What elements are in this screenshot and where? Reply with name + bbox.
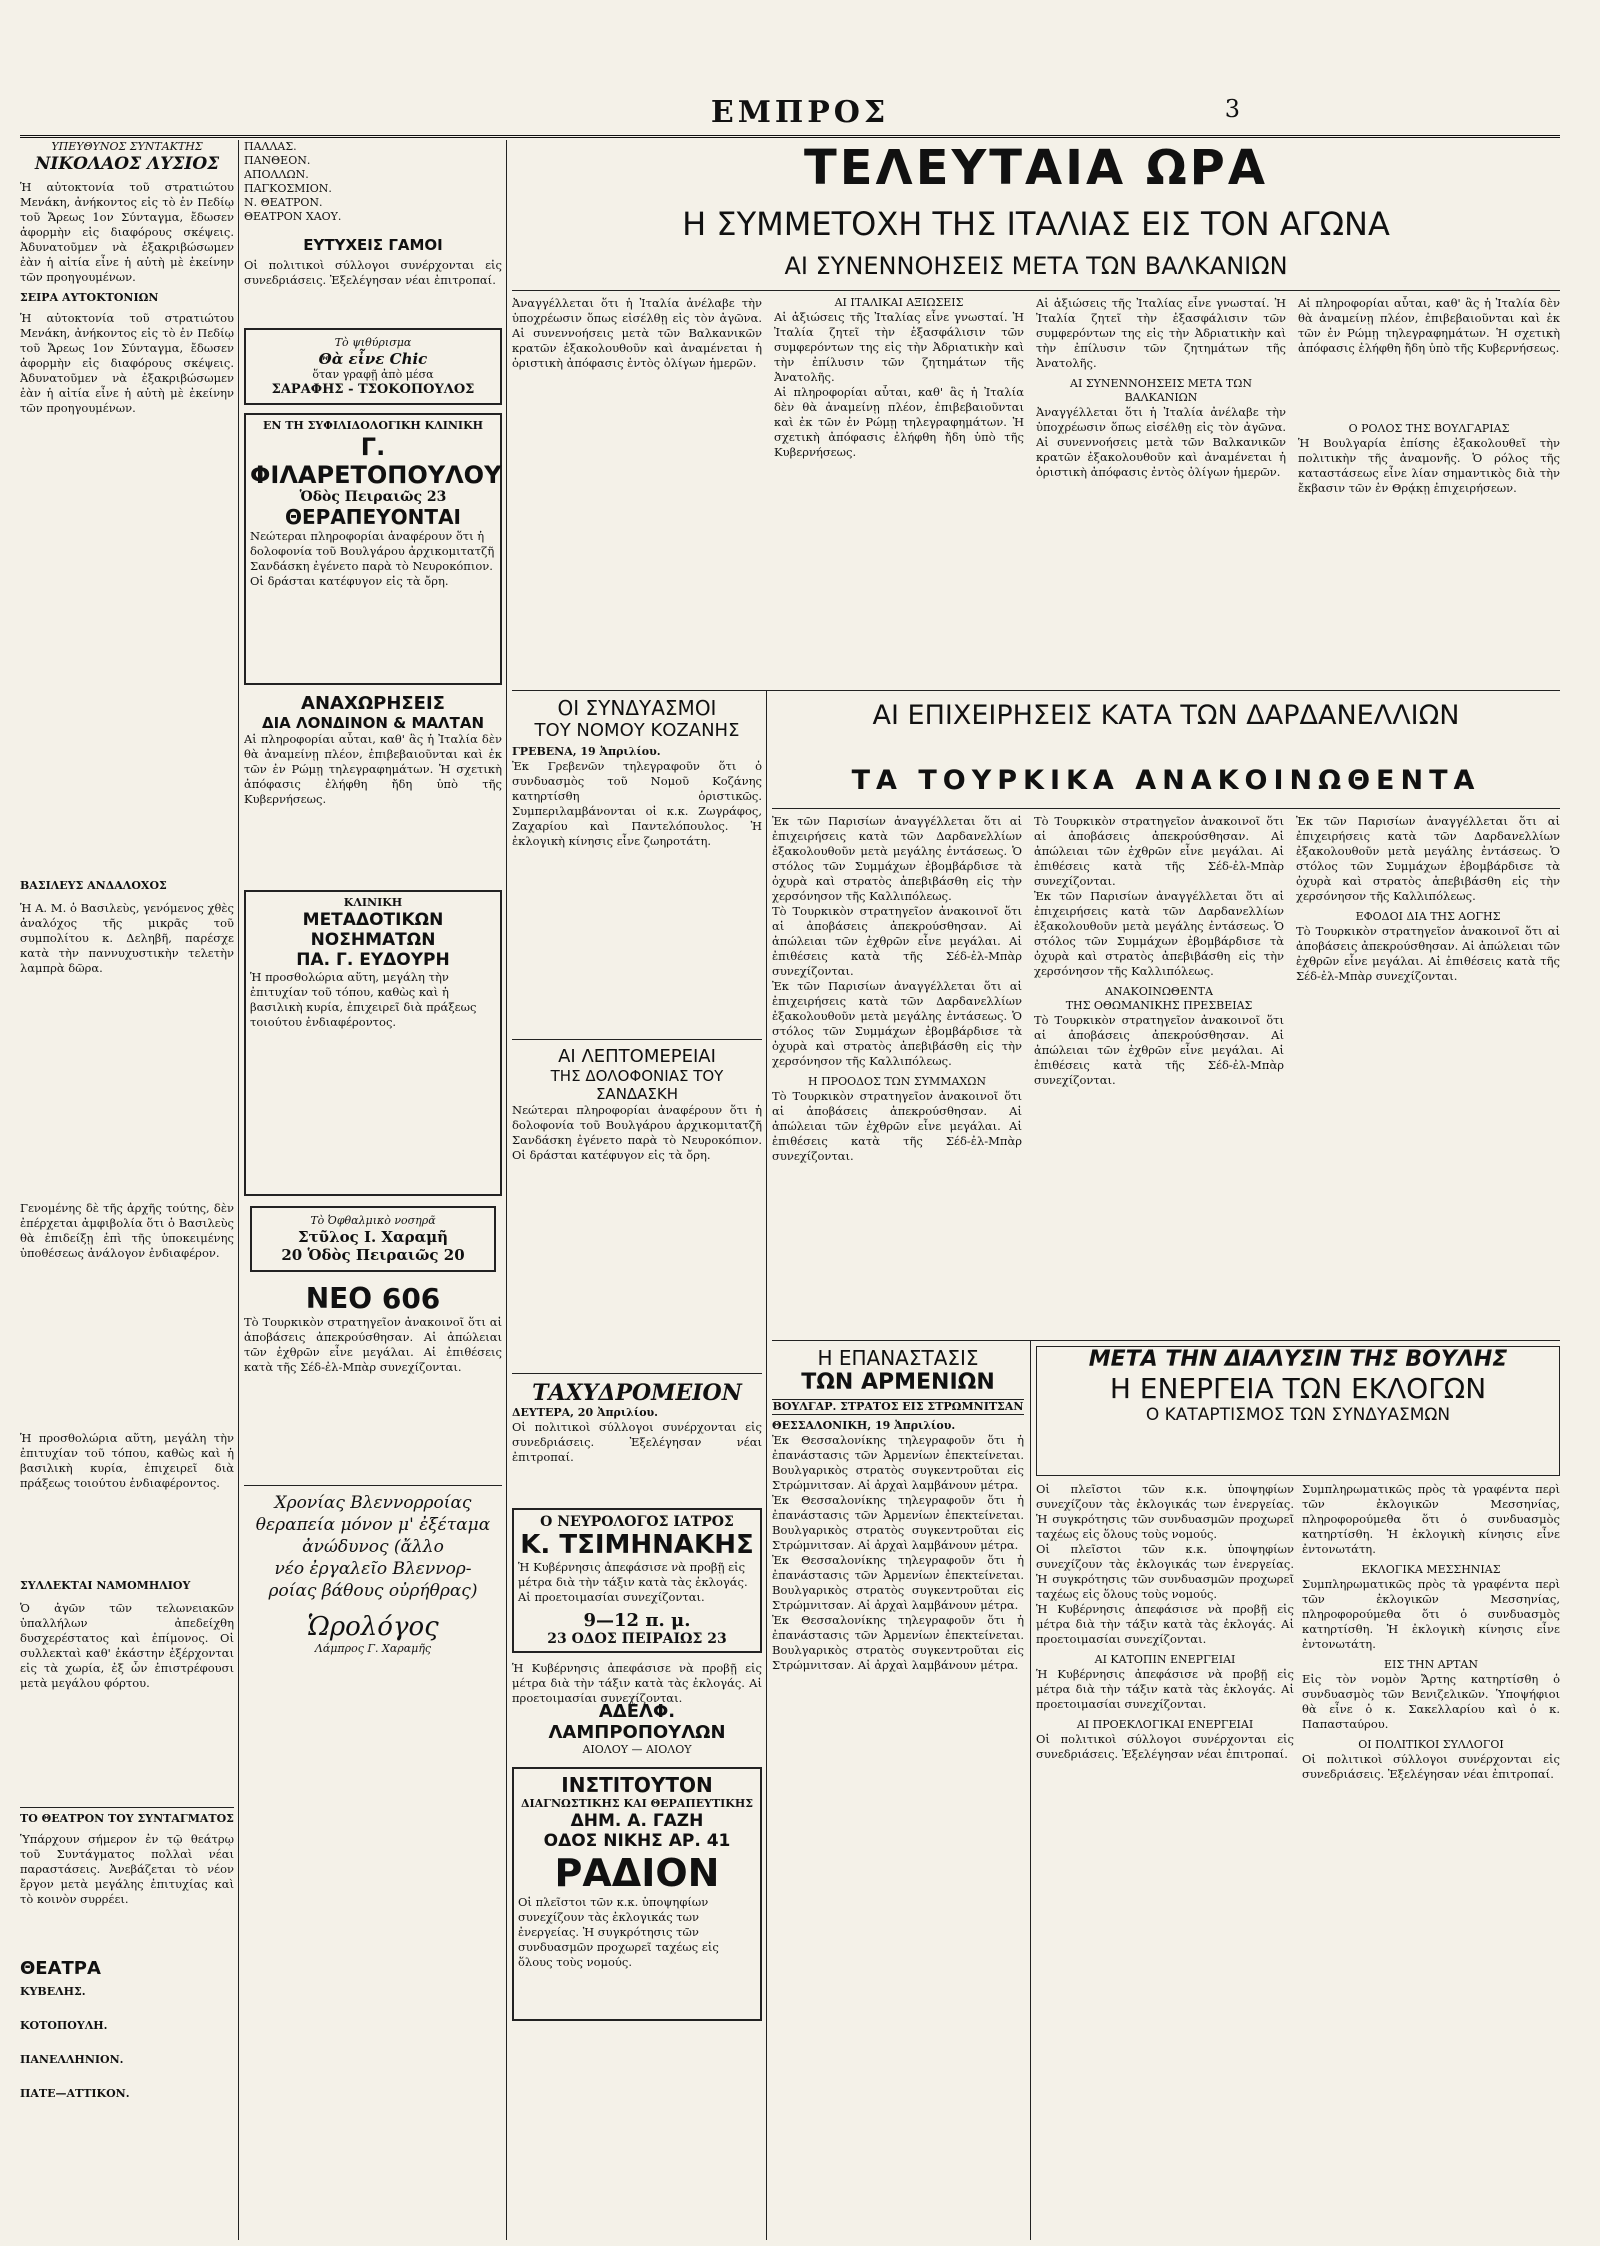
dardanelles-subheadline: ΤΑ ΤΟΥΡΚΙΚΑ ΑΝΑΚΟΙΝΩΘΕΝΤΑ xyxy=(851,765,1481,796)
weddings-heading: ΕΥΤΥΧΕΙΣ ΓΑΜΟΙ xyxy=(303,236,443,254)
kozani-heading: ΟΙ ΣΥΝΔΥΑΣΜΟΙ xyxy=(557,696,717,720)
article-paragraph: Τὸ Τουρκικὸν στρατηγεῖον ἀνακοινοῖ ὅτι αἱ ἀποβάσεις ἀπεκρούσθησαν. Αἱ ἀπώλειαι τῶν ἐχθρῶν εἶνε μεγάλαι. Αἱ ἐπιθέσεις κατὰ τῆς Σέδ-ἐλ-Μπὰρ συνεχίζονται. xyxy=(1034,1013,1284,1087)
article-paragraph: Τὸ Τουρκικὸν στρατηγεῖον ἀνακοινοῖ ὅτι αἱ ἀποβάσεις ἀπεκρούσθησαν. Αἱ ἀπώλειαι τῶν ἐχθρῶν εἶνε μεγάλαι. Αἱ ἐπιθέσεις κατὰ τῆς Σέδ-ἐλ-Μπὰρ συνεχίζονται. xyxy=(1296,924,1560,983)
chic-ad: Τὸ ψιθύρισμα Θὰ εἶνε Chic ὅταν γραφῇ ἀπὸ μέσα ΣΑΡΑΦΗΣ - ΤΣΟΚΟΠΟΥΛΟΣ xyxy=(244,328,502,405)
divider xyxy=(772,808,1560,809)
section-heading: ΕΦΟΔΟΙ ΔΙΑ ΤΗΣ ΑΟΓΗΣ xyxy=(1355,910,1501,923)
article-paragraph: Τὸ Τουρκικὸν στρατηγεῖον ἀνακοινοῖ ὅτι αἱ ἀποβάσεις ἀπεκρούσθησαν. Αἱ ἀπώλειαι τῶν ἐχθρῶν εἶνε μεγάλαι. Αἱ ἐπιθέσεις κατὰ τῆς Σέδ-ἐλ-Μπὰρ συνεχίζονται. xyxy=(772,904,1022,978)
cinema-item: ΠΑΓΚΟΣΜΙΟΝ. xyxy=(244,182,332,195)
article-paragraph: Ἐκ τῶν Παρισίων ἀναγγέλλεται ὅτι αἱ ἐπιχειρήσεις κατὰ τῶν Δαρδανελλίων ἐξακολουθοῦν μετὰ μεγάλης ἐντάσεως. Ὁ στόλος τῶν Συμμάχων ἐβομβάρδισε τὰ ὀχυρὰ καὶ στρατὸς ἀπεβιβάσθη εἰς τὴν χερσόνησον τῆς Καλλιπόλεως. xyxy=(1034,889,1284,978)
article-paragraph: Ἡ αὐτοκτονία τοῦ στρατιώτου Μενάκη, ἀνήκοντος εἰς τὸ ἐν Πεδίῳ τοῦ Ἄρεως 1ον Σύνταγμα, ἔδωσεν ἀφορμὴν εἰς διαφόρους σκέψεις. Ἀδυνατοῦμεν νὰ ἐξακριβώσωμεν ἐὰν ἡ αἰτία εἶνε ἡ αὐτὴ μὲ ἐκείνην τῶν προηγουμένων. xyxy=(20,311,234,415)
armenians-sub: ΒΟΥΛΓΑΡ. ΣΤΡΑΤΟΣ ΕΙΣ ΣΤΡΩΜΝΙΤΣΑΝ xyxy=(772,1400,1024,1413)
editor-name: ΝΙΚΟΛΑΟΣ ΛΥΣΙΟΣ xyxy=(34,154,220,174)
section-heading: ΟΙ ΠΟΛΙΤΙΚΟΙ ΣΥΛΛΟΓΟΙ xyxy=(1358,1738,1504,1751)
article-paragraph: Ἡ Κυβέρνησις ἀπεφάσισε νὰ προβῇ εἰς μέτρα διὰ τὴν τάξιν κατὰ τὰς ἐκλογάς. Αἱ προετοιμασίαι συνεχίζονται. xyxy=(1036,1667,1294,1711)
dateline: ΘΕΣΣΑΛΟΝΙΚΗ, 19 Ἀπριλίου. xyxy=(772,1419,956,1432)
dateline: ΓΡΕΒΕΝΑ, 19 Ἀπριλίου. xyxy=(512,745,661,758)
article-paragraph: Ἐκ τῶν Παρισίων ἀναγγέλλεται ὅτι αἱ ἐπιχειρήσεις κατὰ τῶν Δαρδανελλίων ἐξακολουθοῦν μετὰ μεγάλης ἐντάσεως. Ὁ στόλος τῶν Συμμάχων ἐβομβάρδισε τὰ ὀχυρὰ καὶ στρατὸς ἀπεβιβάσθη εἰς τὴν χερσόνησον τῆς Καλλιπόλεως. xyxy=(772,814,1022,903)
clinic2-ad: ΚΛΙΝΙΚΗ ΜΕΤΑΔΟΤΙΚΩΝ ΝΟΣΗΜΑΤΩΝ ΠΑ. Γ. ΕΥΔΟΥΡΗ Ἡ προσθολώρια αὕτη, μεγάλη τὴν ἐπιτυχίαν τοῦ τόπου, καθὼς καὶ ἡ βασιλικὴ κυρία, ἐπιχειρεῖ διὰ πράξεως τοιούτου ἐνδιαφέροντος. xyxy=(244,890,502,1196)
article-paragraph: Νεώτεραι πληροφορίαι ἀναφέρουν ὅτι ἡ δολοφονία τοῦ Βουλγάρου ἀρχικομιτατζῆ Σανδάσκη ἐγένετο παρὰ τὸ Νευροκόπιον. Οἱ δράσται κατέφυγον εἰς τὰ ὄρη. xyxy=(512,1103,762,1162)
departures-sub: ΔΙΑ ΛΟΝΔΙΝΟΝ & ΜΑΛΤΑΝ xyxy=(261,714,485,732)
article-paragraph: Ἐκ τῶν Παρισίων ἀναγγέλλεται ὅτι αἱ ἐπιχειρήσεις κατὰ τῶν Δαρδανελλίων ἐξακολουθοῦν μετὰ μεγάλης ἐντάσεως. Ὁ στόλος τῶν Συμμάχων ἐβομβάρδισε τὰ ὀχυρὰ καὶ στρατὸς ἀπεβιβάσθη εἰς τὴν χερσόνησον τῆς Καλλιπόλεως. xyxy=(772,979,1022,1068)
masthead-rule xyxy=(20,135,1560,138)
article-paragraph: Οἱ πολιτικοὶ σύλλογοι συνέρχονται εἰς συνεδριάσεις. Ἐξελέγησαν νέαι ἐπιτροπαί. xyxy=(1302,1752,1560,1781)
section-heading: ΑΙ ΠΡΟΕΚΛΟΓΙΚΑΙ ΕΝΕΡΓΕΙΑΙ xyxy=(1076,1718,1254,1731)
article-paragraph: Ἐκ Γρεβενῶν τηλεγραφοῦν ὅτι ὁ συνδυασμὸς τοῦ Νομοῦ Κοζάνης κατηρτίσθη ὁριστικῶς. Συμπεριλαμβάνονται οἱ κ.κ. Ζωγράφος, Ζαχαρίου καὶ Παντελόπουλος. Ἡ ἐκλογικὴ κίνησις εἶνε ζωηροτάτη. xyxy=(512,759,762,848)
article-paragraph: Ἐκ Θεσσαλονίκης τηλεγραφοῦν ὅτι ἡ ἐπανάστασις τῶν Ἀρμενίων ἐπεκτείνεται. Βουλγαρικὸς στρατὸς συγκεντροῦται εἰς Στρώμνιτσαν. Αἱ ἀρχαὶ λαμβάνουν μέτρα. xyxy=(772,1493,1024,1552)
theatres-heading: ΘΕΑΤΡΑ xyxy=(20,1958,101,1979)
article-paragraph: Ἐκ τῶν Παρισίων ἀναγγέλλεται ὅτι αἱ ἐπιχειρήσεις κατὰ τῶν Δαρδανελλίων ἐξακολουθοῦν μετὰ μεγάλης ἐντάσεως. Ὁ στόλος τῶν Συμμάχων ἐβομβάρδισε τὰ ὀχυρὰ καὶ στρατὸς ἀπεβιβάσθη εἰς τὴν χερσόνησον τῆς Καλλιπόλεως. xyxy=(1296,814,1560,903)
cinema-item: ΠΑΝΘΕΟΝ. xyxy=(244,154,311,167)
cinema-item: ΠΑΛΛΑΣ. xyxy=(244,140,297,153)
lamb-ad: Ἡ Κυβέρνησις ἀπεφάσισε νὰ προβῇ εἰς μέτρα διὰ τὴν τάξιν κατὰ τὰς ἐκλογάς. Αἱ προετοιμασίαι συνεχίζονται. ΑΔΕΛΦ. ΛΑΜΠΡΟΠΟΥΛΩΝ ΑΙΟΛΟΥ — ΑΙΟΛΟΥ xyxy=(512,1661,762,1756)
theatre-item: ΚΥΒΕΛΗΣ. xyxy=(20,1985,86,1998)
article-paragraph: Αἱ πληροφορίαι αὗται, καθ' ἃς ἡ Ἰταλία δὲν θὰ ἀναμείνῃ πλέον, ἐπιβεβαιοῦνται καὶ ἐκ τῶν ἐν Ρώμῃ τηλεγραφημάτων. Ἡ σχετικὴ ἀπόφασις ἐλήφθη ἤδη ὑπὸ τῆς Κυβερνήσεως. xyxy=(244,732,502,806)
section-heading: ΣΥΛΛΕΚΤΑΙ ΝΑΜΟΜΗΛΙΟΥ xyxy=(20,1579,191,1592)
kozani-heading: ΤΟΥ ΝΟΜΟΥ ΚΟΖΑΝΗΣ xyxy=(534,720,740,741)
article-paragraph: Ἡ Βουλγαρία ἐπίσης ἐξακολουθεῖ τὴν πολιτικὴν τῆς ἀναμονῆς. Ὁ ρόλος τῆς καταστάσεως εἶνε λίαν σημαντικὸς διὰ τὴν ἔκβασιν τῶν ἐν Θρᾴκῃ ἐπιχειρήσεων. xyxy=(1298,436,1560,495)
article-paragraph: Αἱ ἀξιώσεις τῆς Ἰταλίας εἶνε γνωσταί. Ἡ Ἰταλία ζητεῖ τὴν ἐξασφάλισιν τῶν συμφερόντων της εἰς τὴν Ἀδριατικὴν καὶ τὴν ἐπίλυσιν τῶν ζητημάτων τῆς Ἀνατολῆς. xyxy=(774,310,1024,384)
section-heading: ΒΑΣΙΛΕΥΣ ΑΝΔΑΛΟΧΟΣ xyxy=(20,879,167,892)
article-paragraph: Οἱ πολιτικοὶ σύλλογοι συνέρχονται εἰς συνεδριάσεις. Ἐξελέγησαν νέαι ἐπιτροπαί. xyxy=(1036,1732,1294,1761)
armenians-column xyxy=(772,1346,1024,2236)
article-paragraph: Ἀναγγέλλεται ὅτι ἡ Ἰταλία ἀνέλαβε τὴν ὑποχρέωσιν ὅπως εἰσέλθῃ εἰς τὸν ἀγῶνα. Αἱ συνεννοήσεις μετὰ τῶν Βαλκανικῶν κρατῶν ἐξακολουθοῦν καὶ ἀναμένεται ἡ ὁριστικὴ ἀπόφασις ἐντὸς ὀλίγων ἡμερῶν. xyxy=(1036,405,1286,479)
theatre-item: ΠΑΝΕΛΛΗΝΙΟΝ. xyxy=(20,2053,124,2066)
article-paragraph: Ἐκ Θεσσαλονίκης τηλεγραφοῦν ὅτι ἡ ἐπανάστασις τῶν Ἀρμενίων ἐπεκτείνεται. Βουλγαρικὸς στρατὸς συγκεντροῦται εἰς Στρώμνιτσαν. Αἱ ἀρχαὶ λαμβάνουν μέτρα. xyxy=(772,1433,1024,1492)
watchmaker-ad: Ὡρολόγος xyxy=(307,1612,439,1642)
cinema-item: ΑΠΟΛΛΩΝ. xyxy=(244,168,309,181)
article-paragraph: Ἀναγγέλλεται ὅτι ἡ Ἰταλία ἀνέλαβε τὴν ὑποχρέωσιν ὅπως εἰσέλθῃ εἰς τὸν ἀγῶνα. Αἱ συνεννοήσεις μετὰ τῶν Βαλκανικῶν κρατῶν ἐξακολουθοῦν καὶ ἀναμένεται ἡ ὁριστικὴ ἀπόφασις ἐντὸς ὀλίγων ἡμερῶν. xyxy=(512,296,762,370)
armenians-heading: ΤΩΝ ΑΡΜΕΝΙΩΝ xyxy=(801,1370,995,1395)
divider xyxy=(512,290,1560,291)
article-paragraph: Ἐκ Θεσσαλονίκης τηλεγραφοῦν ὅτι ἡ ἐπανάστασις τῶν Ἀρμενίων ἐπεκτείνεται. Βουλγαρικὸς στρατὸς συγκεντροῦται εἰς Στρώμνιτσαν. Αἱ ἀρχαὶ λαμβάνουν μέτρα. xyxy=(772,1613,1024,1672)
dardanelles-headline: ΑΙ ΕΠΙΧΕΙΡΗΣΕΙΣ ΚΑΤΑ ΤΩΝ ΔΑΡΔΑΝΕΛΛΙΩΝ xyxy=(872,700,1460,731)
cinema-item: Ν. ΘΕΑΤΡΟΝ. xyxy=(244,196,323,209)
section-heading: ΑΙ ΚΑΤΟΠΙΝ ΕΝΕΡΓΕΙΑΙ xyxy=(1094,1653,1236,1666)
section-heading: Ο ΡΟΛΟΣ ΤΗΣ ΒΟΥΛΓΑΡΙΑΣ xyxy=(1348,422,1510,435)
article-paragraph: Συμπληρωματικῶς πρὸς τὰ γραφέντα περὶ τῶν ἐκλογικῶν Μεσσηνίας, πληροφορούμεθα ὅτι ὁ συνδυασμὸς κατηρτίσθη. Ἡ ἐκλογικὴ κίνησις εἶνε ἐντονωτάτη. xyxy=(1302,1482,1560,1556)
column-divider xyxy=(1030,1340,1031,2240)
armenians-heading: Η ΕΠΑΝΑΣΤΑΣΙΣ xyxy=(817,1346,979,1370)
article-paragraph: Ὁ ἀγῶν τῶν τελωνειακῶν ὑπαλλήλων ἀπεδείχθη δυσχερέστατος καὶ ἐπίμονος. Οἱ συλλεκταὶ καθ' ἑκάστην ἐξέρχονται εἰς τὰ χωρία, ἐξ ὧν ἐπιστρέφουσι μετὰ μεγάλου φόρτου. xyxy=(20,1601,234,1690)
article-paragraph: Οἱ πλεῖστοι τῶν κ.κ. ὑποψηφίων συνεχίζουν τὰς ἐκλογικάς των ἐνεργείας. Ἡ συγκρότησις τῶν συνδυασμῶν προχωρεῖ ταχέως εἰς ὅλους τοὺς νομούς. xyxy=(1036,1542,1294,1601)
section-heading: ΤΗΣ ΟΘΩΜΑΝΙΚΗΣ ΠΡΕΣΒΕΙΑΣ xyxy=(1065,999,1253,1012)
dardanelles-body xyxy=(772,814,1560,1334)
theatre-item: ΠΑΤΕ—ΑΤΤΙΚΟΝ. xyxy=(20,2087,130,2100)
section-heading: ΑΙ ΙΤΑΛΙΚΑΙ ΑΞΙΩΣΕΙΣ xyxy=(834,296,964,309)
script-ad: Χρονίας Βλεννορροίας θεραπεία μόνον μ' ἐξέταμα ἀνώδυνος (ἄλλο νέο ἐργαλεῖο Βλεννορ- ροίας βάθους οὐρήθρας) xyxy=(244,1485,502,1602)
murder-heading: ΤΗΣ ΔΟΛΟΦΟΝΙΑΣ ΤΟΥ ΣΑΝΔΑΣΚΗ xyxy=(550,1067,724,1103)
article-paragraph: Τὸ Τουρκικὸν στρατηγεῖον ἀνακοινοῖ ὅτι αἱ ἀποβάσεις ἀπεκρούσθησαν. Αἱ ἀπώλειαι τῶν ἐχθρῶν εἶνε μεγάλαι. Αἱ ἐπιθέσεις κατὰ τῆς Σέδ-ἐλ-Μπὰρ συνεχίζονται. xyxy=(244,1315,502,1374)
article-paragraph: Ἡ προσθολώρια αὕτη, μεγάλη τὴν ἐπιτυχίαν τοῦ τόπου, καθὼς καὶ ἡ βασιλικὴ κυρία, ἐπιχειρεῖ διὰ πράξεως τοιούτου ἐνδιαφέροντος. xyxy=(20,1431,234,1490)
watchmaker-name: Λάμπρος Γ. Χαραμῆς xyxy=(314,1642,432,1655)
section-heading: ΤΟ ΘΕΑΤΡΟΝ ΤΟΥ ΣΥΝΤΑΓΜΑΤΟΣ xyxy=(20,1807,234,1826)
section-heading: ΑΝΑΚΟΙΝΩΘΕΝΤΑ xyxy=(1105,985,1213,998)
article-paragraph: Ἡ Κυβέρνησις ἀπεφάσισε νὰ προβῇ εἰς μέτρα διὰ τὴν τάξιν κατὰ τὰς ἐκλογάς. Αἱ προετοιμασίαι συνεχίζονται. xyxy=(1036,1602,1294,1646)
section-heading: ΕΚΛΟΓΙΚΑ ΜΕΣΣΗΝΙΑΣ xyxy=(1361,1563,1501,1576)
elections-sub: Ο ΚΑΤΑΡΤΙΣΜΟΣ ΤΩΝ ΣΥΝΔΥΑΣΜΩΝ xyxy=(1145,1405,1451,1425)
section-heading: Η ΠΡΟΟΔΟΣ ΤΩΝ ΣΥΜΜΑΧΩΝ xyxy=(807,1075,987,1088)
article-paragraph: Αἱ πληροφορίαι αὗται, καθ' ἃς ἡ Ἰταλία δὲν θὰ ἀναμείνῃ πλέον, ἐπιβεβαιοῦνται καὶ ἐκ τῶν ἐν Ρώμῃ τηλεγραφημάτων. Ἡ σχετικὴ ἀπόφασις ἐλήφθη ἤδη ὑπὸ τῆς Κυβερνήσεως. xyxy=(1298,296,1560,355)
article-paragraph: Συμπληρωματικῶς πρὸς τὰ γραφέντα περὶ τῶν ἐκλογικῶν Μεσσηνίας, πληροφορούμεθα ὅτι ὁ συνδυασμὸς κατηρτίσθη. Ἡ ἐκλογικὴ κίνησις εἶνε ἐντονωτάτη. xyxy=(1302,1577,1560,1651)
article-paragraph: Ἡ Α. Μ. ὁ Βασιλεὺς, γενόμενος χθὲς ἀναλόχος τῆς μικρᾶς τοῦ συμπολίτου κ. Δεληβῆ, παρέσχε κατὰ τὴν παννυχυστικὴν τελετὴν λαμπρὰ δῶρα. xyxy=(20,901,234,975)
article-paragraph: Εἰς τὸν νομὸν Ἄρτης κατηρτίσθη ὁ συνδυασμὸς τῶν Βενιζελικῶν. Ὑποψήφιοι θὰ εἶνε ὁ κ. Σακελλαρίου καὶ ὁ κ. Παπασταύρου. xyxy=(1302,1672,1560,1731)
murder-heading: ΑΙ ΛΕΠΤΟΜΕΡΕΙΑΙ xyxy=(512,1039,762,1067)
column-divider xyxy=(506,140,507,2240)
top-banner: ΤΕΛΕΥΤΑΙΑ ΩΡΑ xyxy=(804,140,1268,196)
post-heading: ΤΑΧΥΔΡΟΜΕΙΟΝ xyxy=(512,1373,762,1406)
article-paragraph: Αἱ πληροφορίαι αὗται, καθ' ἃς ἡ Ἰταλία δὲν θὰ ἀναμείνῃ πλέον, ἐπιβεβαιοῦνται καὶ ἐκ τῶν ἐν Ρώμῃ τηλεγραφημάτων. Ἡ σχετικὴ ἀπόφασις ἐλήφθη ἤδη ὑπὸ τῆς Κυβερνήσεως. xyxy=(774,385,1024,459)
section-heading: ΕΙΣ ΤΗΝ ΑΡΤΑΝ xyxy=(1384,1658,1478,1671)
top-headline: Η ΣΥΜΜΕΤΟΧΗ ΤΗΣ ΙΤΑΛΙΑΣ ΕΙΣ ΤΟΝ ΑΓΩΝΑ xyxy=(682,205,1390,243)
divider xyxy=(772,1340,1560,1341)
elections-column-b xyxy=(1302,1482,1560,2232)
article-paragraph: Γενομένης δὲ τῆς ἀρχῆς τούτης, δὲν ἐπέρχεται ἀμφιβολία ὅτι ὁ Βασιλεὺς θὰ ἐπιδείξῃ ἐπὶ τῆς ὑποκειμένης ὑποθέσεως ἀνάλογον ἐνδιαφέρον. xyxy=(20,1201,234,1260)
editor-label: ΥΠΕΥΘΥΝΟΣ ΣΥΝΤΑΚΤΗΣ xyxy=(51,140,203,153)
section-heading: ΑΙ ΣΥΝΕΝΝΟΗΣΕΙΣ ΜΕΤΑ ΤΩΝ ΒΑΛΚΑΝΙΩΝ xyxy=(1070,377,1252,404)
eye-ad: Τὸ Ὀφθαλμικὸ νοσηρᾶ Στῦλος Ι. Χαραμῆ 20 Ὁδὸς Πειραιῶς 20 xyxy=(250,1206,496,1272)
divider xyxy=(512,690,1560,691)
top-subheadline: ΑΙ ΣΥΝΕΝΝΟΗΣΕΙΣ ΜΕΤΑ ΤΩΝ ΒΑΛΚΑΝΙΩΝ xyxy=(784,252,1288,280)
top-story-body xyxy=(512,296,1560,676)
article-paragraph: Ἡ αὐτοκτονία τοῦ στρατιώτου Μενάκη, ἀνήκοντος εἰς τὸ ἐν Πεδίῳ τοῦ Ἄρεως 1ον Σύνταγμα, ἔδωσεν ἀφορμὴν εἰς διαφόρους σκέψεις. Ἀδυνατοῦμεν νὰ ἐξακριβώσωμεν ἐὰν ἡ αἰτία εἶνε ἡ αὐτὴ μὲ ἐκείνην τῶν προηγουμένων. xyxy=(20,180,234,284)
neurologist-ad: Ο ΝΕΥΡΟΛΟΓΟΣ ΙΑΤΡΟΣ Κ. ΤΣΙΜΗΝΑΚΗΣ Ἡ Κυβέρνησις ἀπεφάσισε νὰ προβῇ εἰς μέτρα διὰ τὴν τάξιν κατὰ τὰς ἐκλογάς. Αἱ προετοιμασίαι συνεχίζονται. 9—12 π. μ. 23 ΟΔΟΣ ΠΕΙΡΑΙΩΣ 23 xyxy=(512,1508,762,1653)
cinema-item: ΘΕΑΤΡΟΝ ΧΑΟΥ. xyxy=(244,210,342,223)
article-paragraph: Οἱ πολιτικοὶ σύλλογοι συνέρχονται εἰς συνεδριάσεις. Ἐξελέγησαν νέαι ἐπιτροπαί. xyxy=(244,258,502,287)
theatre-item: ΚΟΤΟΠΟΥΛΗ. xyxy=(20,2019,108,2032)
elections-column-a xyxy=(1036,1482,1294,2232)
article-paragraph: Αἱ ἀξιώσεις τῆς Ἰταλίας εἶνε γνωσταί. Ἡ Ἰταλία ζητεῖ τὴν ἐξασφάλισιν τῶν συμφερόντων της εἰς τὴν Ἀδριατικὴν καὶ τὴν ἐπίλυσιν τῶν ζητημάτων τῆς Ἀνατολῆς. xyxy=(1036,296,1286,370)
column-divider xyxy=(238,140,239,2240)
clinic-ad: ΕΝ ΤΗ ΣΥΦΙΛΙΔΟΛΟΓΙΚΗ ΚΛΙΝΙΚΗ Γ. ΦΙΛΑΡΕΤΟΠΟΥΛΟΥ Ὁδὸς Πειραιῶς 23 ΘΕΡΑΠΕΥΟΝΤΑΙ Νεώτεραι πληροφορίαι ἀναφέρουν ὅτι ἡ δολοφονία τοῦ Βουλγάρου ἀρχικομιτατζῆ Σανδάσκη ἐγένετο παρὰ τὸ Νευροκόπιον. Οἱ δράσται κατέφυγον εἰς τὰ ὄρη. xyxy=(244,413,502,685)
departures-heading: ΑΝΑΧΩΡΗΣΕΙΣ xyxy=(301,693,445,714)
left-column xyxy=(20,140,234,2240)
section-heading: ΣΕΙΡΑ ΑΥΤΟΚΤΟΝΙΩΝ xyxy=(20,291,159,304)
article-paragraph: Ὑπάρχουν σήμερον ἐν τῷ θεάτρῳ τοῦ Συντάγματος πολλαὶ νέαι παραστάσεις. Ἀνεβάζεται τὸ νέον ἔργον μετὰ μεγάλης ἐπιτυχίας καὶ τὸ κοινὸν συρρέει. xyxy=(20,1832,234,1906)
elections-headline: Η ΕΝΕΡΓΕΙΑ ΤΩΝ ΕΚΛΟΓΩΝ xyxy=(1109,1372,1487,1405)
neo-ad: ΝΕΟ 606 xyxy=(305,1282,441,1315)
dateline: ΔΕΥΤΕΡΑ, 20 Ἀπριλίου. xyxy=(512,1406,659,1419)
article-paragraph: Οἱ πλεῖστοι τῶν κ.κ. ὑποψηφίων συνεχίζουν τὰς ἐκλογικάς των ἐνεργείας. Ἡ συγκρότησις τῶν συνδυασμῶν προχωρεῖ ταχέως εἰς ὅλους τοὺς νομούς. xyxy=(1036,1482,1294,1541)
institute-ad: ΙΝΣΤΙΤΟΥΤΟΝ ΔΙΑΓΝΩΣΤΙΚΗΣ ΚΑΙ ΘΕΡΑΠΕΥΤΙΚΗΣ ΔΗΜ. Α. ΓΑΖΗ ΟΔΟΣ ΝΙΚΗΣ ΑΡ. 41 ΡΑΔΙΟΝ Οἱ πλεῖστοι τῶν κ.κ. ὑποψηφίων συνεχίζουν τὰς ἐκλογικάς των ἐνεργείας. Ἡ συγκρότησις τῶν συνδυασμῶν προχωρεῖ ταχέως εἰς ὅλους τοὺς νομούς. xyxy=(512,1767,762,2021)
elections-headline: ΜΕΤΑ ΤΗΝ ΔΙΑΛΥΣΙΝ ΤΗΣ ΒΟΥΛΗΣ xyxy=(1088,1347,1508,1372)
second-column xyxy=(244,140,502,2240)
elections-header xyxy=(1036,1346,1560,1476)
third-column xyxy=(512,696,762,2236)
page-number: 3 xyxy=(1224,95,1240,123)
article-paragraph: Οἱ πολιτικοὶ σύλλογοι συνέρχονται εἰς συνεδριάσεις. Ἐξελέγησαν νέαι ἐπιτροπαί. xyxy=(512,1420,762,1464)
article-paragraph: Τὸ Τουρκικὸν στρατηγεῖον ἀνακοινοῖ ὅτι αἱ ἀποβάσεις ἀπεκρούσθησαν. Αἱ ἀπώλειαι τῶν ἐχθρῶν εἶνε μεγάλαι. Αἱ ἐπιθέσεις κατὰ τῆς Σέδ-ἐλ-Μπὰρ συνεχίζονται. xyxy=(772,1089,1022,1163)
article-paragraph: Τὸ Τουρκικὸν στρατηγεῖον ἀνακοινοῖ ὅτι αἱ ἀποβάσεις ἀπεκρούσθησαν. Αἱ ἀπώλειαι τῶν ἐχθρῶν εἶνε μεγάλαι. Αἱ ἐπιθέσεις κατὰ τῆς Σέδ-ἐλ-Μπὰρ συνεχίζονται. xyxy=(1034,814,1284,888)
masthead-title: ΕΜΠΡΟΣ xyxy=(710,95,890,130)
column-divider xyxy=(766,690,767,2240)
article-paragraph: Ἐκ Θεσσαλονίκης τηλεγραφοῦν ὅτι ἡ ἐπανάστασις τῶν Ἀρμενίων ἐπεκτείνεται. Βουλγαρικὸς στρατὸς συγκεντροῦται εἰς Στρώμνιτσαν. Αἱ ἀρχαὶ λαμβάνουν μέτρα. xyxy=(772,1553,1024,1612)
